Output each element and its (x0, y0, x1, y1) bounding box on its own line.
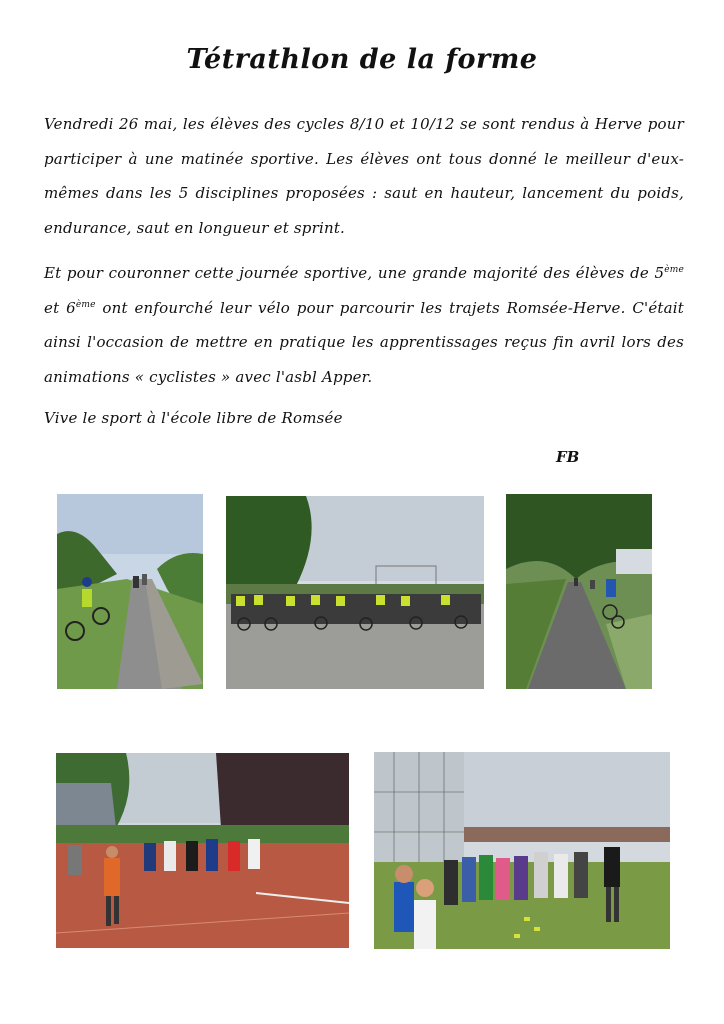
photo-students-field (374, 752, 670, 949)
photo-running-track (56, 753, 349, 948)
paragraph-cycling-part1: Et pour couronner cette journée sportive, une grande majorité des élèves de 5 (44, 264, 665, 282)
paragraph-cycling-part3: ont enfourché leur vélo pour parcourir les trajets Romsée-Herve. C'était ainsi l'occasion de mettre en pratique les apprentissages reçus fin avril lors des animations « cyclistes » avec l'asbl Apper. (44, 298, 684, 386)
paragraph-closing: Vive le sport à l'école libre de Romsée (44, 409, 343, 427)
author-initials: FB (556, 448, 580, 466)
superscript-1: ème (664, 265, 684, 275)
paragraph-cycling-part2: et 6 (44, 298, 76, 317)
photo-group-bikes (226, 496, 484, 689)
photo-cyclists-trees (506, 494, 652, 689)
paragraph-cycling (44, 256, 684, 394)
paragraph-event: Vendredi 26 mai, les élèves des cycles 8/10 et 10/12 se sont rendus à Herve pour participer à une matinée sportive. Les élèves ont tous donné le meilleur d'eux-mêmes dans les 5 disciplines proposées : saut en hauteur, lancement du poids, endurance, saut en longueur et sprint. (44, 115, 684, 237)
superscript-2: ème (75, 299, 96, 310)
photo-cyclist-path (57, 494, 203, 689)
page-title: Tétrathlon de la forme (186, 44, 538, 75)
